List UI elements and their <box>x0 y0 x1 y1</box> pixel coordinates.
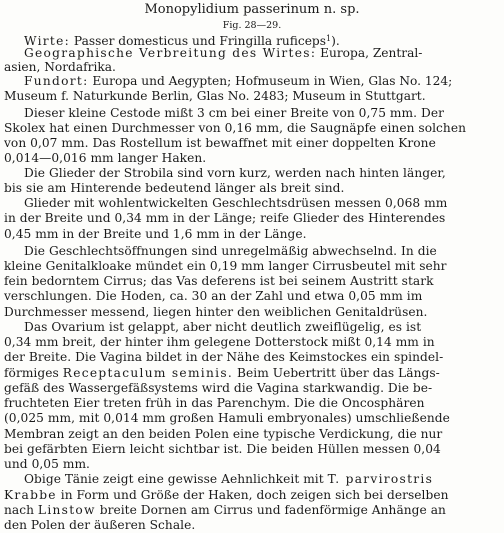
paragraph-5-line: Membran zeigt an den beiden Polen eine typische Verdickung, die nur <box>4 426 443 441</box>
paragraph-5-line: fruchteten Eier treten früh in das Parenchym. Die die Oncosphären <box>4 396 425 411</box>
paragraph-4-line: Die Geschlechtsöffnungen sind unregelmäßig abwechselnd. In die <box>24 243 437 258</box>
comparison-text: breite Dornen am Cirrus und fadenförmige Anhänge an <box>95 502 446 517</box>
locality-line-2: Museum f. Naturkunde Berlin, Glas No. 2483; Museum in Stuttgart. <box>4 88 426 103</box>
paragraph-3-line: Glieder mit wohlentwickelten Geschlechtsdrüsen messen 0,068 mm <box>24 196 448 211</box>
distribution-label: Geographische Verbreitung des Wirtes: <box>24 45 317 60</box>
paragraph-3-line: 0,45 mm in der Breite und 1,6 mm in der Länge. <box>4 226 307 241</box>
locality-text-1: Europa und Aegypten; Hofmuseum in Wien, Glas No. 124; <box>88 74 453 89</box>
paragraph-2-line: bis sie am Hinterende bedeutend länger als breit sind. <box>4 180 345 195</box>
paragraph-5-line: (0,025 mm, mit 0,014 mm großen Hamuli embryonales) umschließende <box>4 411 450 426</box>
paragraph-5-line: und 0,05 mm. <box>4 457 90 472</box>
paragraph-6-line: den Polen der äußeren Schale. <box>4 518 196 532</box>
locality-label: Fundort: <box>24 74 89 89</box>
distribution-line-1 <box>0 46 504 61</box>
paragraph-3-line: in der Breite und 0,34 mm in der Länge; reife Glieder des Hinterendes <box>4 211 446 226</box>
receptaculum-term: Receptaculum seminis. <box>62 365 234 380</box>
paragraph-6-line <box>0 503 504 518</box>
distribution-text-1: Europa, Zentral- <box>316 45 423 60</box>
host-label: Wirte: <box>24 34 71 49</box>
paragraph-5-line: der Breite. Die Vagina bildet in der Nähe des Keimstockes ein spindel- <box>4 350 444 365</box>
receptaculum-pre: förmiges <box>4 365 63 380</box>
figure-reference: Fig. 28—29. <box>222 20 282 32</box>
paragraph-5-line: 0,34 mm breit, der hinter ihm gelegene Dotterstock mißt 0,14 mm in <box>4 335 435 350</box>
paragraph-1-line: Dieser kleine Cestode mißt 3 cm bei einer Breite von 0,75 mm. Der <box>24 105 444 120</box>
receptaculum-post: Beim Uebertritt über das Längs- <box>233 365 440 380</box>
paragraph-5-line: gefäß des Wassergefäßsystems wird die Vagina starkwandig. Die be- <box>4 380 433 395</box>
paragraph-4-line: Durchmesser messend, liegen hinter den weiblichen Genitaldrüsen. <box>4 304 428 319</box>
paragraph-1-line: 0,014—0,016 mm langer Haken. <box>4 151 207 166</box>
paragraph-5-line <box>0 366 504 381</box>
paragraph-6-line <box>0 488 504 503</box>
locality-line-1 <box>0 74 504 89</box>
paragraph-4-line: verschlungen. Die Hoden, ca. 30 an der Zahl und etwa 0,05 mm im <box>4 289 423 304</box>
comparison-text: Obige Tänie zeigt eine gewisse Aehnlichkeit mit <box>24 472 328 487</box>
paragraph-5-line: Das Ovarium ist gelappt, aber nicht deutlich zweiflügelig, es ist <box>24 319 422 334</box>
paragraph-5-line: bei gefärbten Eiern leicht sichtbar ist. Die beiden Hüllen messen 0,04 <box>4 441 441 456</box>
paragraph-2-line: Die Glieder der Strobila sind vorn kurz, werden nach hinten länger, <box>24 165 446 180</box>
footnote-marker: 1 <box>325 34 332 44</box>
distribution-line-2: asien, Nordafrika. <box>4 59 116 74</box>
host-end: ). <box>331 34 340 49</box>
author-name-ref: Linstow <box>37 502 96 517</box>
author-name-ref: Krabbe <box>4 487 57 502</box>
paragraph-1-line: von 0,07 mm. Das Rostellum ist bewaffnet mit einer doppelten Krone <box>4 136 436 151</box>
comparison-text: nach <box>4 502 38 517</box>
species-title: Monopylidium passerinum n. sp. <box>144 1 360 17</box>
species-name-ref: T. parvirostris <box>327 472 434 487</box>
paragraph-6-line <box>0 472 504 487</box>
host-text: Passer domesticus und Fringilla ruficeps <box>70 34 326 49</box>
paragraph-4-line: fein bedorntem Cirrus; das Vas deferens ist bei seinem Austritt stark <box>4 274 434 289</box>
paragraph-1-line: Skolex hat einen Durchmesser von 0,16 mm, die Saugnäpfe einen solchen <box>4 120 466 135</box>
paragraph-4-line: kleine Genitalkloake mündet ein 0,19 mm langer Cirrusbeutel mit sehr <box>4 259 447 273</box>
comparison-text: in Form und Größe der Haken, doch zeigen sich bei derselben <box>56 487 449 502</box>
